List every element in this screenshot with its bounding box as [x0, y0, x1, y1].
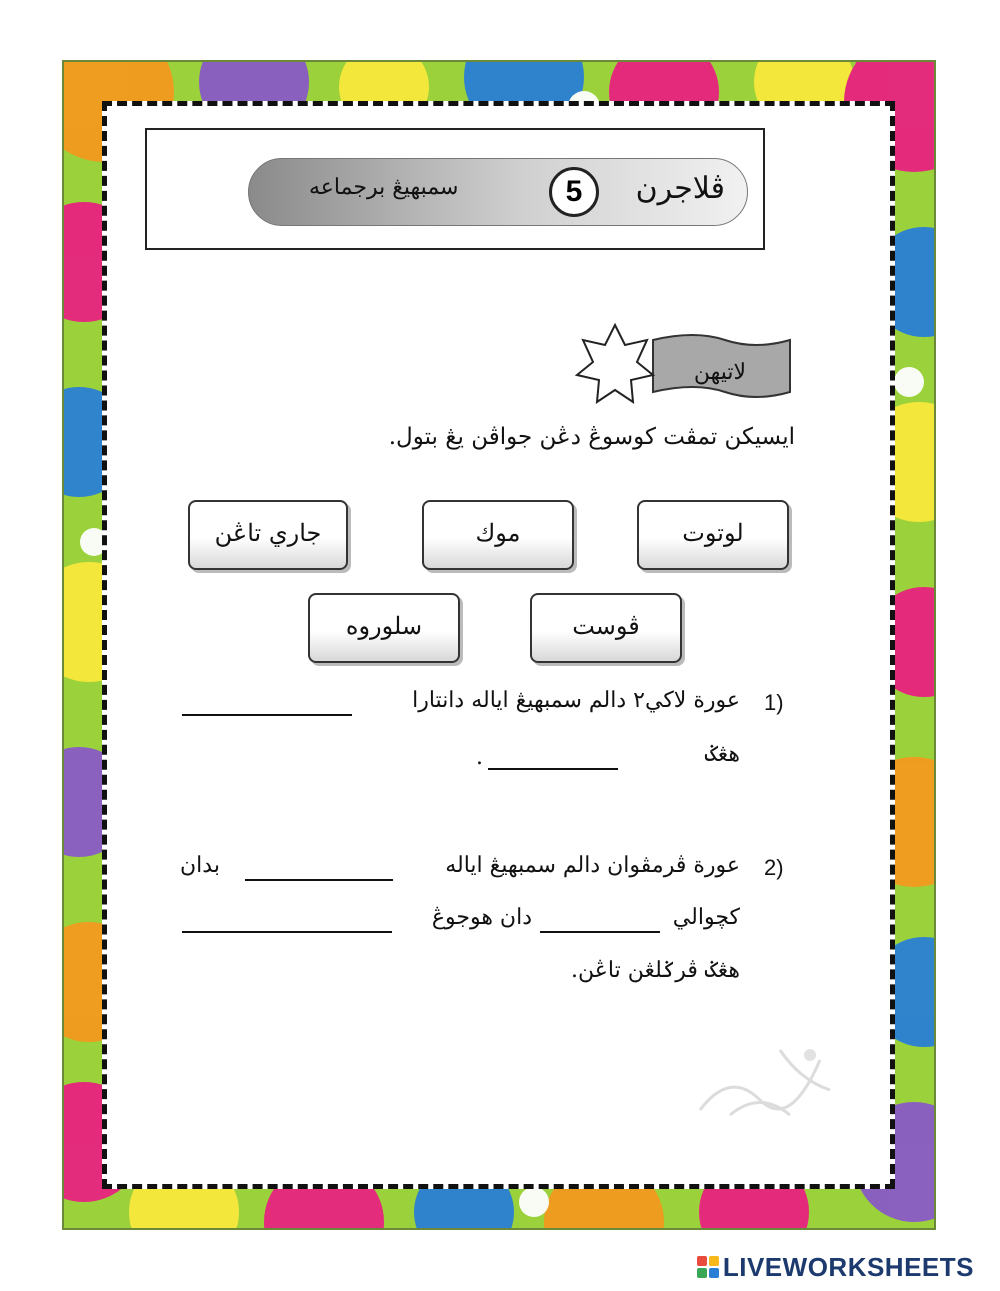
question-2-text-line1b: بدان	[180, 853, 220, 878]
question-2-blank-1[interactable]	[245, 861, 393, 881]
question-1-text-line2: هڠݢ	[704, 742, 740, 767]
question-2-blank-2[interactable]	[540, 913, 660, 933]
worksheet-page	[102, 101, 895, 1189]
word-option-seluruh[interactable]: سلوروه	[308, 593, 460, 663]
topic-title: سمبهيڠ برجماعه	[309, 175, 459, 200]
question-2-text-line2b: دان هوجوڠ	[431, 905, 532, 930]
word-option-lutut[interactable]: لوتوت	[637, 500, 789, 570]
liveworksheets-logo	[697, 1252, 974, 1282]
word-option-muka[interactable]: موك	[422, 500, 574, 570]
logo-text: LIVEWORKSHEETS	[722, 1251, 974, 1282]
chapter-banner	[248, 158, 748, 226]
question-1-number: 1)	[764, 690, 784, 715]
question-1-text-line1: عورة لاكي٢ دالم سمبهيڠ اياله دانتارا	[412, 688, 740, 713]
question-2-text-line3: هڠݢ ڤرݢلڠن تاڠن.	[571, 958, 740, 983]
question-1-end: .	[476, 745, 483, 770]
question-2-text-line1a: عورة ڤرمڤوان دالم سمبهيڠ اياله	[445, 853, 740, 878]
word-option-pusat[interactable]: ڤوست	[530, 593, 682, 663]
word-option-jari-tangan[interactable]: جاري تاڠن	[188, 500, 348, 570]
logo-icon	[697, 1256, 719, 1278]
instruction-text: ايسيكن تمڤت كوسوڠ دڠن جواڤن يڠ بتول.	[388, 424, 795, 450]
unit-label: ڤلاجرن	[635, 171, 725, 206]
question-2-blank-3[interactable]	[182, 913, 392, 933]
activity-label: لاتيهن	[693, 360, 747, 385]
question-1-blank-1[interactable]	[182, 696, 352, 716]
calligraphy-watermark	[690, 1030, 840, 1130]
question-2-number: 2)	[764, 855, 784, 880]
question-1-blank-2[interactable]	[488, 750, 618, 770]
unit-number: 5	[549, 167, 599, 217]
question-2-text-line2a: كچوالي	[672, 905, 740, 930]
